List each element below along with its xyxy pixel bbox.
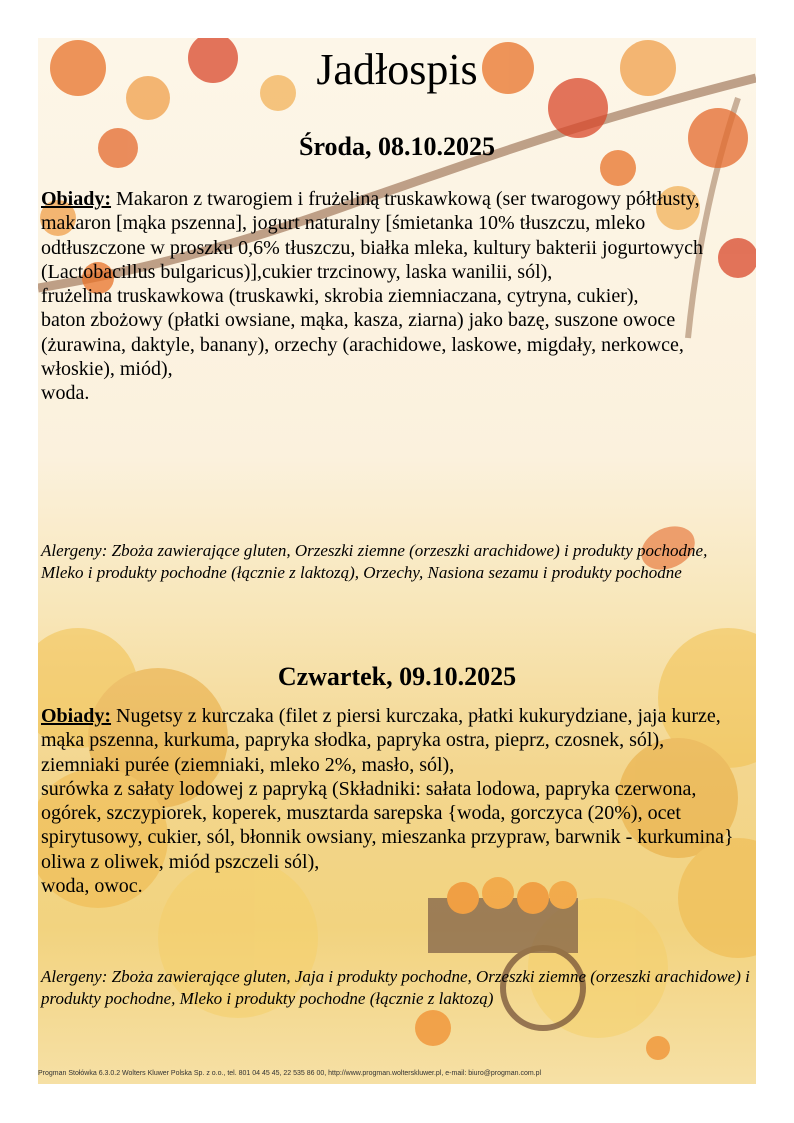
day-menu: [41, 187, 753, 406]
menu-text: Nugetsy z kurczaka (filet z piersi kurczaka, płatki kukurydziane, jaja kurze, mąka pszenna, kurkuma, papryka słodka, papryka ostra, pieprz, czosnek, sól),: [41, 705, 721, 752]
menu-line: woda, owoc.: [41, 875, 143, 898]
meal-label: Obiady:: [41, 188, 112, 210]
menu-line: surówka z sałaty lodowej z papryką (Składniki: sałata lodowa, papryka czerwona, ogórek, szczypiorek, koperek, musztarda sarepska {woda, gorczyca (20%), ocet spirytusowy, cukier, sól, błonnik owsiany, mieszanka przypraw, barwnik - kurkumina} oliwa z oliwek, miód pszczeli sól),: [41, 777, 734, 873]
allergens-text: Alergeny: Zboża zawierające gluten, Jaja i produkty pochodne, Orzeszki ziemne (orzeszki arachidowe) i produkty pochodne, Mleko i produkty pochodne (łącznie z laktozą): [41, 967, 750, 1008]
day-heading: Środa, 08.10.2025: [299, 132, 495, 161]
day-menu: [41, 704, 753, 898]
menu-line: woda.: [41, 382, 90, 405]
menu-line: baton zbożowy (płatki owsiane, mąka, kasza, ziarna) jako bazę, suszone owoce (żurawina, daktyle, banany), orzechy (arachidowe, laskowe, migdały, nerkowce, włoskie), miód),: [41, 309, 684, 381]
menu-line: [41, 704, 753, 753]
page-title: Jadłospis: [316, 45, 478, 94]
day-heading: Czwartek, 09.10.2025: [277, 662, 517, 691]
footer-text: Progman Stołówka 6.3.0.2 Wolters Kluwer Polska Sp. z o.o., tel. 801 04 45 45, 22 535 86 00, http://www.progman.wolterskluwer.pl, e-mail: biuro@progman.com.pl: [38, 1070, 542, 1077]
menu-text: Makaron z twarogiem i frużeliną truskawkową (ser twarogowy półtłusty, makaron [mąka pszenna], jogurt naturalny [śmietanka 10% tłuszczu, mleko odtłuszczone w proszku 0,6% tłuszczu, białka mleka, kultury bakterii jogurtowych (Lactobacillus bulgaricus)],cukier trzcinowy, laska wanilii, sól),: [41, 188, 704, 283]
menu-line: frużelina truskawkowa (truskawki, skrobia ziemniaczana, cytryna, cukier),: [41, 285, 639, 308]
allergens-text: Alergeny: Zboża zawierające gluten, Orzeszki ziemne (orzeszki arachidowe) i produkty pochodne, Mleko i produkty pochodne (łącznie z laktozą), Orzechy, Nasiona sezamu i produkty pochodne: [41, 541, 708, 582]
menu-line: ziemniaki purée (ziemniaki, mleko 2%, masło, sól),: [41, 753, 455, 776]
meal-label: Obiady:: [41, 705, 112, 727]
menu-line: [41, 187, 753, 284]
menu-page: [38, 38, 756, 1084]
